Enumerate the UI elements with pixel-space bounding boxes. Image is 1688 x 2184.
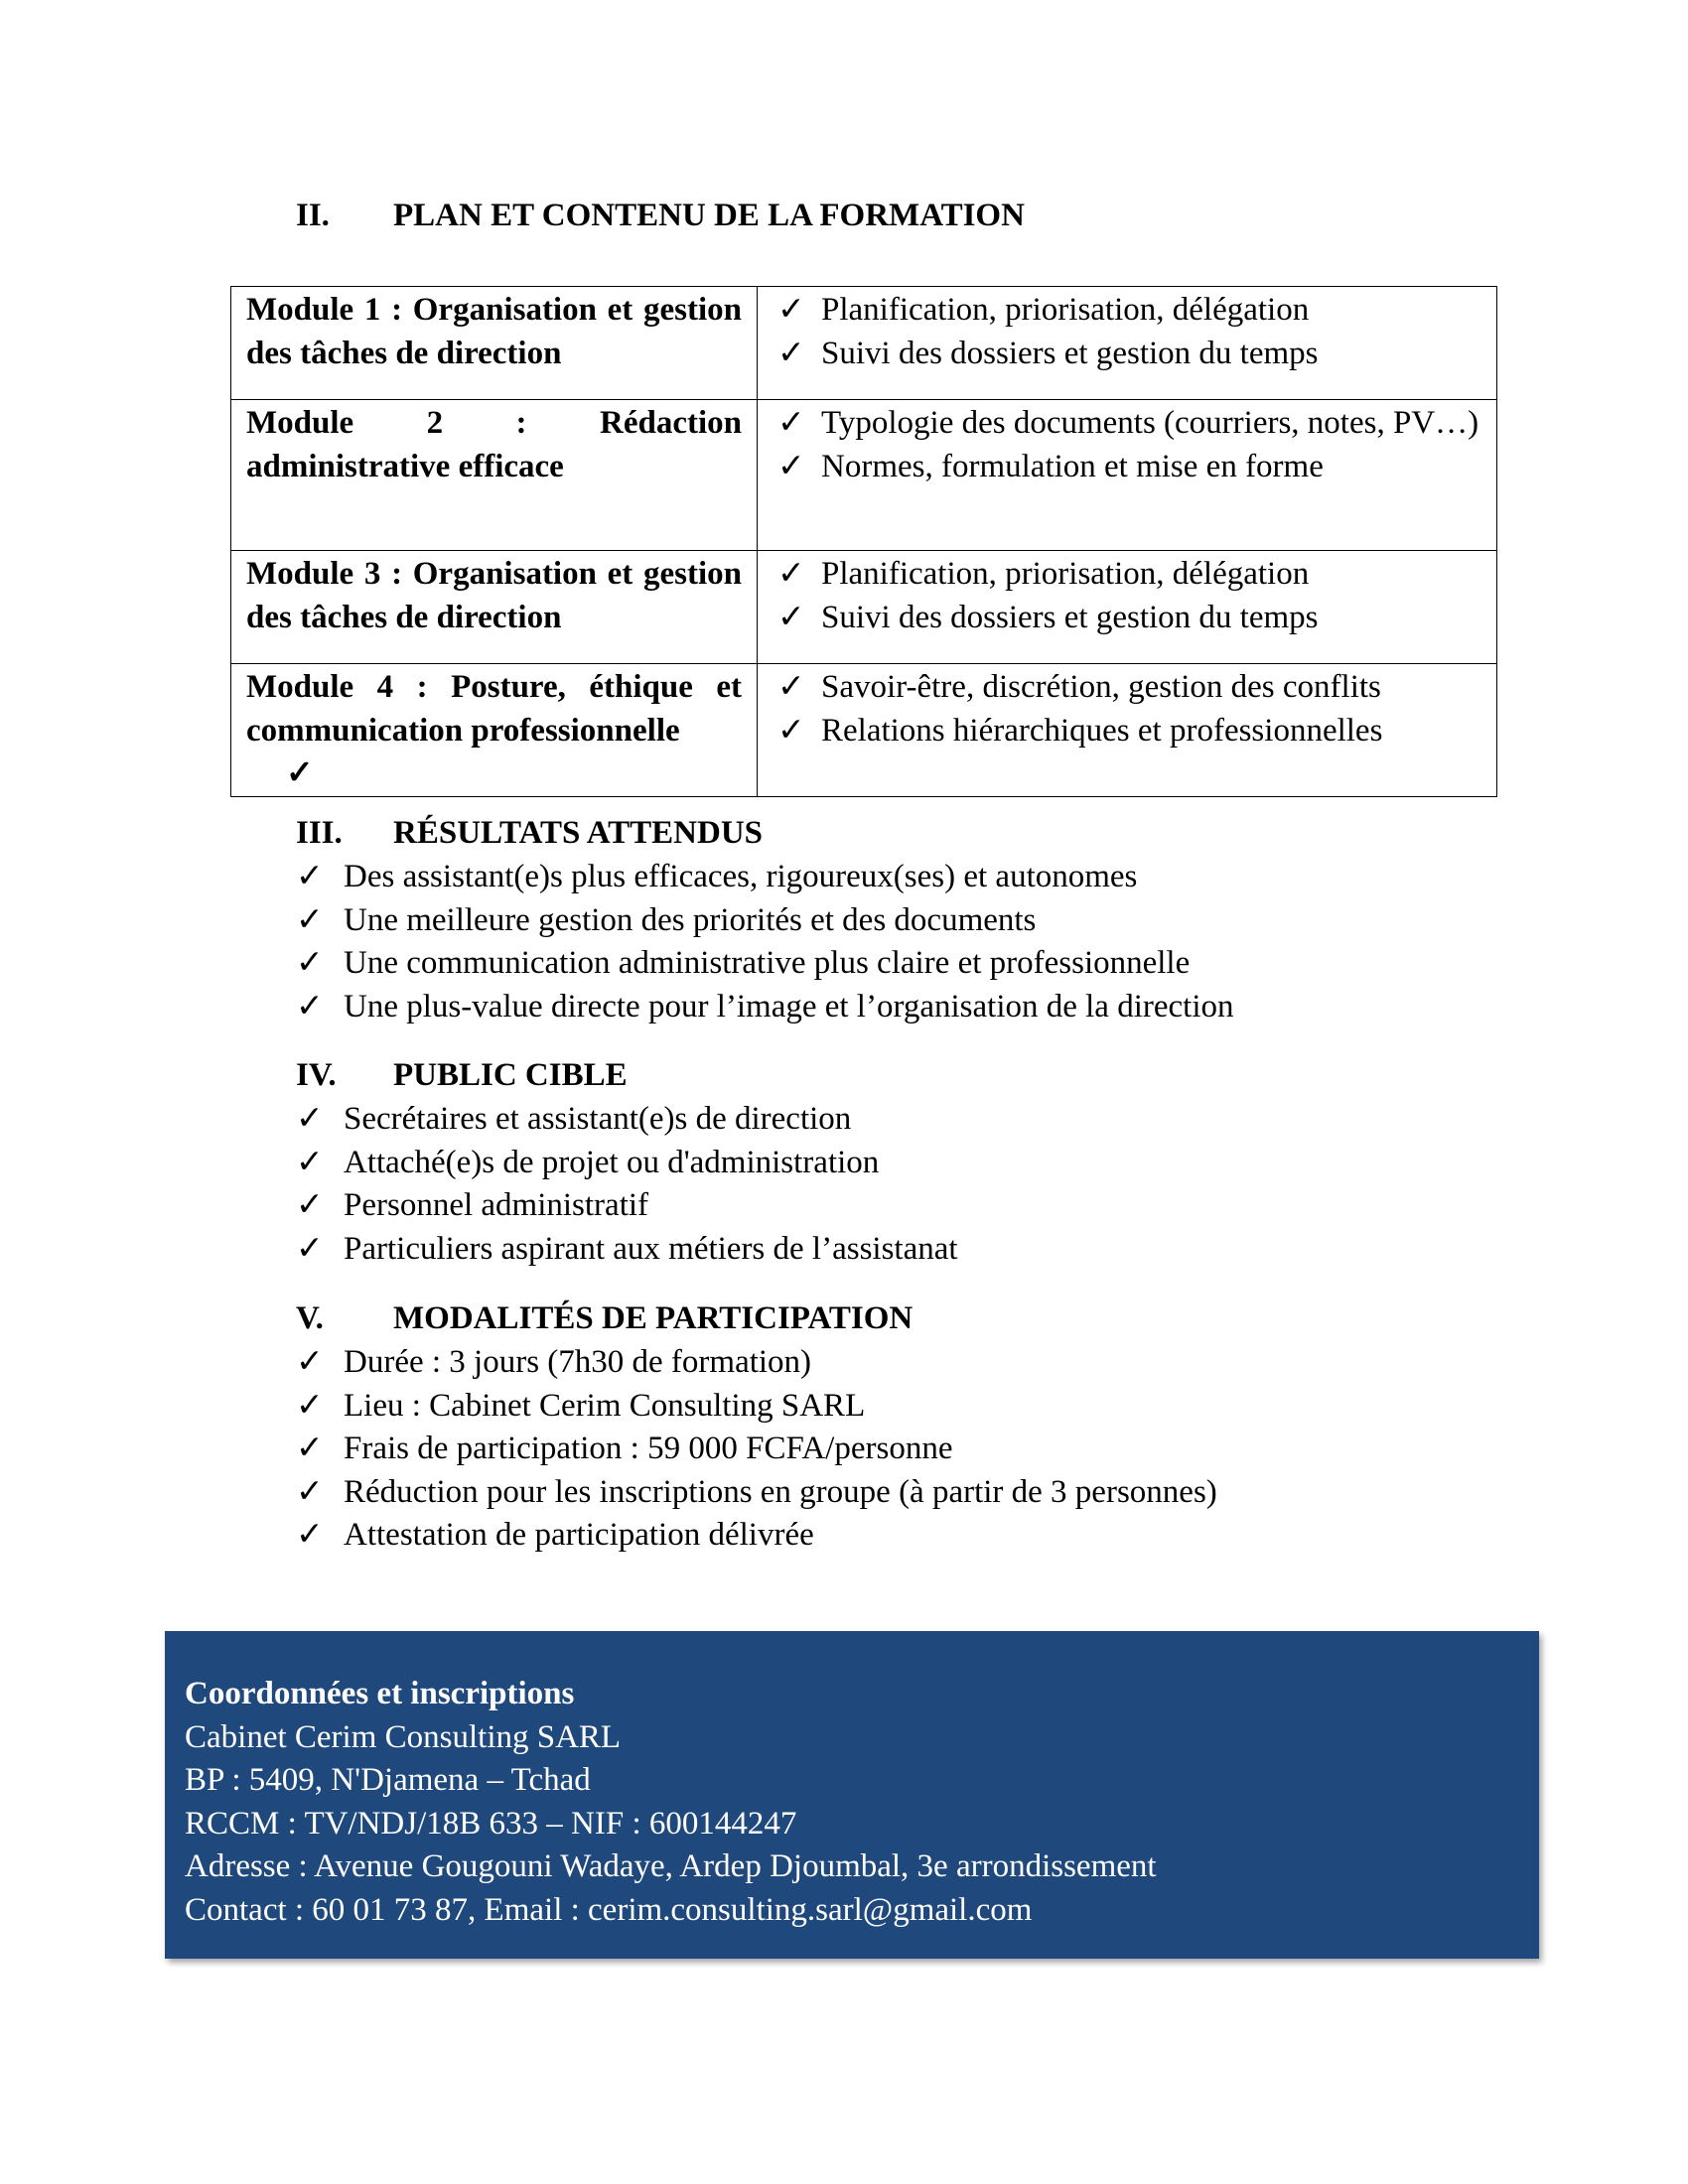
check-icon: ✓: [296, 1101, 324, 1137]
list-item-text: Frais de participation : 59 000 FCFA/personne: [344, 1431, 953, 1466]
contact-title: Coordonnées et inscriptions: [185, 1676, 575, 1711]
list-item: [296, 1341, 1217, 1385]
list-item-text: Attaché(e)s de projet ou d'administration: [344, 1144, 880, 1180]
topic-item: [777, 289, 1481, 333]
list-item-text: Une communication administrative plus claire et professionnelle: [344, 945, 1191, 981]
section-heading-modalites: [296, 1297, 913, 1341]
list-item: [296, 1228, 958, 1272]
check-icon: ✓: [296, 1473, 324, 1510]
module-title: [231, 664, 758, 797]
contact-box: [165, 1631, 1539, 1959]
topic-text: Typologie des documents (courriers, notes, PV…): [821, 405, 1479, 441]
check-icon: ✓: [296, 945, 324, 981]
check-icon: ✓: [296, 901, 324, 938]
list-item-text: Des assistant(e)s plus efficaces, rigoureux(ses) et autonomes: [344, 859, 1138, 894]
list-item-text: Lieu : Cabinet Cerim Consulting SARL: [344, 1387, 866, 1424]
list-item-text: Attestation de participation délivrée: [344, 1517, 814, 1553]
topic-text: Normes, formulation et mise en forme: [821, 448, 1324, 484]
module-topics: [758, 551, 1497, 664]
section-number: II.: [296, 198, 330, 233]
section-title: RÉSULTATS ATTENDUS: [393, 815, 764, 851]
section-title: PUBLIC CIBLE: [393, 1057, 628, 1093]
list-item: [296, 986, 1234, 1029]
list-item: [296, 1385, 1217, 1429]
check-icon: ✓: [296, 1144, 324, 1180]
module-title-line: [246, 402, 742, 446]
section-heading-resultats: [296, 812, 763, 856]
module-title-word: 2: [426, 405, 444, 441]
section-title: MODALITÉS DE PARTICIPATION: [393, 1300, 914, 1336]
check-icon: ✓: [296, 1187, 324, 1223]
topic-item: [777, 597, 1481, 640]
topic-item: [777, 710, 1481, 753]
check-icon: ✓: [777, 292, 805, 328]
module-title-word: :: [515, 405, 527, 441]
list-item: [296, 1471, 1217, 1515]
module-title-text: Module 4 : Posture, éthique et communication professionnelle: [246, 669, 742, 749]
module-title: Module 1 : Organisation et gestion des tâches de direction: [231, 287, 758, 400]
contact-registration: RCCM : TV/NDJ/18B 633 – NIF : 600144247: [185, 1805, 797, 1842]
module-title-word: Rédaction: [599, 405, 742, 441]
section-number: V.: [296, 1300, 324, 1336]
module-title-line: administrative efficace: [246, 448, 564, 484]
module-row: [231, 287, 1497, 400]
resultats-list: [296, 856, 1234, 1028]
contact-phone-email: Contact : 60 01 73 87, Email : cerim.consulting.sarl@gmail.com: [185, 1891, 1033, 1928]
topic-item: [777, 666, 1481, 710]
check-icon: ✓: [296, 1387, 324, 1424]
check-icon: ✓: [777, 669, 805, 705]
module-topics: [758, 287, 1497, 400]
contact-company: Cabinet Cerim Consulting SARL: [185, 1718, 622, 1755]
list-item-text: Durée : 3 jours (7h30 de formation): [344, 1344, 812, 1380]
public-list: [296, 1098, 958, 1271]
module-row: [231, 400, 1497, 551]
check-icon: ✓: [777, 556, 805, 592]
check-icon: ✓: [296, 1344, 324, 1380]
check-icon: ✓: [286, 755, 314, 792]
list-item: [296, 1098, 958, 1142]
module-title: [231, 400, 758, 551]
list-item-text: Réduction pour les inscriptions en groupe (à partir de 3 personnes): [344, 1473, 1217, 1510]
topic-item: [777, 446, 1481, 489]
list-item: [296, 1428, 1217, 1471]
check-icon: ✓: [296, 1517, 324, 1553]
list-item: [296, 1184, 958, 1228]
topic-text: Planification, priorisation, délégation: [821, 556, 1310, 592]
topic-text: Suivi des dossiers et gestion du temps: [821, 335, 1319, 371]
list-item-text: Une plus-value directe pour l’image et l’organisation de la direction: [344, 988, 1234, 1024]
check-icon: ✓: [777, 448, 805, 484]
topic-text: Suivi des dossiers et gestion du temps: [821, 599, 1319, 635]
check-icon: ✓: [777, 405, 805, 441]
list-item: [296, 1142, 958, 1185]
contact-address: Adresse : Avenue Gougouni Wadaye, Ardep Djoumbal, 3e arrondissement: [185, 1848, 1157, 1884]
check-icon: ✓: [777, 599, 805, 635]
section-number: IV.: [296, 1057, 337, 1093]
list-item: [296, 856, 1234, 899]
check-icon: ✓: [296, 1431, 324, 1466]
check-icon: ✓: [296, 1230, 324, 1267]
check-icon: ✓: [777, 712, 805, 749]
list-item-text: Une meilleure gestion des priorités et des documents: [344, 901, 1037, 938]
modalites-list: [296, 1341, 1217, 1558]
contact-po-box: BP : 5409, N'Djamena – Tchad: [185, 1762, 591, 1798]
check-icon: ✓: [296, 859, 324, 894]
list-item: [296, 1514, 1217, 1558]
section-title: PLAN ET CONTENU DE LA FORMATION: [393, 198, 1025, 233]
modules-table: [230, 286, 1497, 797]
module-title-word: Module: [246, 405, 354, 441]
list-item-text: Personnel administratif: [344, 1187, 649, 1223]
list-item: [296, 942, 1234, 986]
topic-item: [777, 333, 1481, 376]
list-item-text: Secrétaires et assistant(e)s de direction: [344, 1101, 852, 1137]
section-heading-public: [296, 1054, 628, 1098]
topic-item: [777, 402, 1481, 446]
topic-text: Planification, priorisation, délégation: [821, 292, 1310, 328]
check-icon: ✓: [296, 988, 324, 1024]
topic-text: Relations hiérarchiques et professionnelles: [821, 712, 1383, 749]
list-item-text: Particuliers aspirant aux métiers de l’assistanat: [344, 1230, 958, 1267]
topic-item: [777, 553, 1481, 597]
section-heading-plan: [296, 195, 1025, 238]
module-topics: [758, 400, 1497, 551]
topic-text: Savoir-être, discrétion, gestion des conflits: [821, 669, 1381, 705]
check-icon: ✓: [777, 335, 805, 371]
module-row: [231, 664, 1497, 797]
list-item: [296, 899, 1234, 943]
module-row: [231, 551, 1497, 664]
module-title: Module 3 : Organisation et gestion des tâches de direction: [231, 551, 758, 664]
module-topics: [758, 664, 1497, 797]
section-number: III.: [296, 815, 343, 851]
